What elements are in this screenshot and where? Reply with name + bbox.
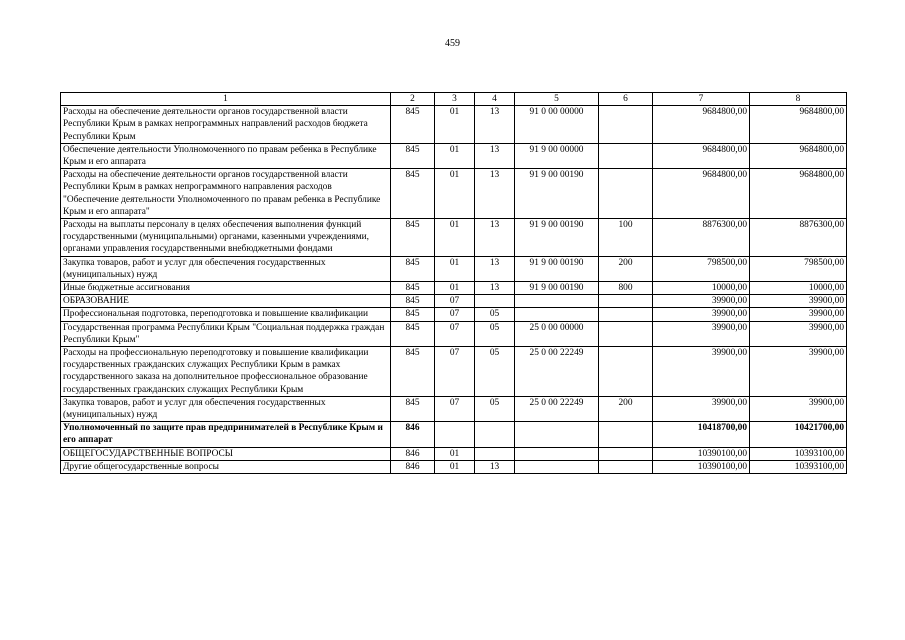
page-number: 459 xyxy=(445,38,460,49)
code-target-article xyxy=(515,422,599,447)
code-target-article: 91 9 00 00190 xyxy=(515,219,599,257)
row-description: Расходы на профессиональную переподготовку и повышение квалификации государственных гражданских служащих Республики Крым в рамках государственного заказа на дополнительное профессиональное образование государственных гражданских служащих Республики Крым xyxy=(61,347,391,397)
amount-year-2: 39900,00 xyxy=(750,396,847,421)
code-expense-type xyxy=(599,308,653,321)
code-target-article: 91 0 00 00000 xyxy=(515,106,599,144)
code-subsection xyxy=(475,447,515,460)
code-target-article: 25 0 00 22249 xyxy=(515,347,599,397)
code-expense-type xyxy=(599,422,653,447)
code-grbs: 845 xyxy=(391,321,435,346)
amount-year-1: 10390100,00 xyxy=(653,460,750,473)
table-row xyxy=(61,396,847,421)
code-target-article: 91 9 00 00190 xyxy=(515,282,599,295)
table-row xyxy=(61,282,847,295)
code-expense-type xyxy=(599,169,653,219)
code-section: 07 xyxy=(435,295,475,308)
amount-year-2: 39900,00 xyxy=(750,347,847,397)
amount-year-2: 10393100,00 xyxy=(750,447,847,460)
code-target-article: 91 9 00 00000 xyxy=(515,143,599,168)
amount-year-1: 10418700,00 xyxy=(653,422,750,447)
code-target-article xyxy=(515,460,599,473)
header-row xyxy=(61,93,847,106)
amount-year-2: 10000,00 xyxy=(750,282,847,295)
code-section: 01 xyxy=(435,143,475,168)
code-section: 01 xyxy=(435,219,475,257)
amount-year-1: 10390100,00 xyxy=(653,447,750,460)
table-row xyxy=(61,256,847,281)
row-description: ОБЩЕГОСУДАРСТВЕННЫЕ ВОПРОСЫ xyxy=(61,447,391,460)
table-row xyxy=(61,321,847,346)
row-description: Закупка товаров, работ и услуг для обеспечения государственных (муниципальных) нужд xyxy=(61,396,391,421)
code-section: 01 xyxy=(435,106,475,144)
code-subsection: 13 xyxy=(475,106,515,144)
row-description: Профессиональная подготовка, переподготовка и повышение квалификации xyxy=(61,308,391,321)
column-header: 6 xyxy=(599,93,653,106)
row-description: ОБРАЗОВАНИЕ xyxy=(61,295,391,308)
table-row xyxy=(61,422,847,447)
amount-year-1: 39900,00 xyxy=(653,396,750,421)
code-subsection: 13 xyxy=(475,256,515,281)
code-expense-type xyxy=(599,106,653,144)
table-row xyxy=(61,347,847,397)
code-section: 01 xyxy=(435,169,475,219)
code-target-article: 25 0 00 22249 xyxy=(515,396,599,421)
row-description: Уполномоченный по защите прав предпринимателей в Республике Крым и его аппарат xyxy=(61,422,391,447)
code-section: 07 xyxy=(435,308,475,321)
code-grbs: 845 xyxy=(391,256,435,281)
code-section: 01 xyxy=(435,282,475,295)
amount-year-1: 798500,00 xyxy=(653,256,750,281)
code-expense-type xyxy=(599,460,653,473)
code-section: 01 xyxy=(435,447,475,460)
amount-year-2: 9684800,00 xyxy=(750,169,847,219)
table-body xyxy=(61,106,847,474)
code-subsection: 05 xyxy=(475,396,515,421)
code-expense-type: 800 xyxy=(599,282,653,295)
code-grbs: 845 xyxy=(391,282,435,295)
column-header: 7 xyxy=(653,93,750,106)
amount-year-1: 39900,00 xyxy=(653,321,750,346)
budget-table xyxy=(60,92,847,474)
code-target-article: 25 0 00 00000 xyxy=(515,321,599,346)
table-row xyxy=(61,219,847,257)
code-grbs: 845 xyxy=(391,308,435,321)
code-section: 07 xyxy=(435,396,475,421)
code-expense-type: 200 xyxy=(599,256,653,281)
code-expense-type: 100 xyxy=(599,219,653,257)
code-target-article: 91 9 00 00190 xyxy=(515,256,599,281)
row-description: Другие общегосударственные вопросы xyxy=(61,460,391,473)
code-subsection: 13 xyxy=(475,219,515,257)
amount-year-2: 9684800,00 xyxy=(750,106,847,144)
row-description: Расходы на выплаты персоналу в целях обеспечения выполнения функций государственными (муниципальными) органами, казенными учреждениями, органами управления государственными внебюджетными фондами xyxy=(61,219,391,257)
code-section: 01 xyxy=(435,256,475,281)
code-subsection: 13 xyxy=(475,460,515,473)
code-subsection xyxy=(475,295,515,308)
amount-year-1: 10000,00 xyxy=(653,282,750,295)
code-grbs: 846 xyxy=(391,447,435,460)
code-expense-type xyxy=(599,447,653,460)
code-subsection: 05 xyxy=(475,321,515,346)
column-header: 4 xyxy=(475,93,515,106)
code-grbs: 845 xyxy=(391,295,435,308)
column-header: 8 xyxy=(750,93,847,106)
amount-year-1: 39900,00 xyxy=(653,295,750,308)
row-description: Иные бюджетные ассигнования xyxy=(61,282,391,295)
row-description: Государственная программа Республики Крым "Социальная поддержка граждан Республики Крым" xyxy=(61,321,391,346)
code-expense-type xyxy=(599,295,653,308)
amount-year-2: 39900,00 xyxy=(750,308,847,321)
code-grbs: 845 xyxy=(391,219,435,257)
code-subsection: 05 xyxy=(475,347,515,397)
row-description: Расходы на обеспечение деятельности органов государственной власти Республики Крым в рамках непрограммных направлений расходов бюджета Республики Крым xyxy=(61,106,391,144)
amount-year-2: 9684800,00 xyxy=(750,143,847,168)
column-header: 1 xyxy=(61,93,391,106)
column-header: 2 xyxy=(391,93,435,106)
code-expense-type xyxy=(599,143,653,168)
row-description: Закупка товаров, работ и услуг для обеспечения государственных (муниципальных) нужд xyxy=(61,256,391,281)
code-subsection: 05 xyxy=(475,308,515,321)
code-subsection: 13 xyxy=(475,282,515,295)
code-grbs: 845 xyxy=(391,106,435,144)
column-header: 3 xyxy=(435,93,475,106)
table-row xyxy=(61,169,847,219)
code-expense-type xyxy=(599,321,653,346)
code-expense-type xyxy=(599,347,653,397)
amount-year-1: 39900,00 xyxy=(653,308,750,321)
code-target-article xyxy=(515,308,599,321)
code-subsection xyxy=(475,422,515,447)
amount-year-1: 8876300,00 xyxy=(653,219,750,257)
code-section: 07 xyxy=(435,347,475,397)
code-subsection: 13 xyxy=(475,143,515,168)
table-row xyxy=(61,143,847,168)
amount-year-1: 9684800,00 xyxy=(653,169,750,219)
column-header: 5 xyxy=(515,93,599,106)
code-grbs: 845 xyxy=(391,396,435,421)
code-section: 01 xyxy=(435,460,475,473)
code-grbs: 845 xyxy=(391,347,435,397)
code-grbs: 845 xyxy=(391,169,435,219)
amount-year-2: 39900,00 xyxy=(750,295,847,308)
code-target-article: 91 9 00 00190 xyxy=(515,169,599,219)
amount-year-1: 9684800,00 xyxy=(653,106,750,144)
code-grbs: 846 xyxy=(391,422,435,447)
table-row xyxy=(61,295,847,308)
amount-year-1: 9684800,00 xyxy=(653,143,750,168)
code-target-article xyxy=(515,295,599,308)
code-subsection: 13 xyxy=(475,169,515,219)
code-grbs: 846 xyxy=(391,460,435,473)
amount-year-2: 798500,00 xyxy=(750,256,847,281)
amount-year-2: 8876300,00 xyxy=(750,219,847,257)
code-section: 07 xyxy=(435,321,475,346)
table-row xyxy=(61,460,847,473)
table-row xyxy=(61,106,847,144)
code-expense-type: 200 xyxy=(599,396,653,421)
table-row xyxy=(61,447,847,460)
amount-year-2: 39900,00 xyxy=(750,321,847,346)
amount-year-2: 10393100,00 xyxy=(750,460,847,473)
amount-year-1: 39900,00 xyxy=(653,347,750,397)
code-section xyxy=(435,422,475,447)
row-description: Обеспечение деятельности Уполномоченного по правам ребенка в Республике Крым и его аппарата xyxy=(61,143,391,168)
row-description: Расходы на обеспечение деятельности органов государственной власти Республики Крым в рамках непрограммного направления расходов "Обеспечение деятельности Уполномоченного по правам ребенка в Республике Крым и его аппарата" xyxy=(61,169,391,219)
code-target-article xyxy=(515,447,599,460)
table-row xyxy=(61,308,847,321)
amount-year-2: 10421700,00 xyxy=(750,422,847,447)
code-grbs: 845 xyxy=(391,143,435,168)
